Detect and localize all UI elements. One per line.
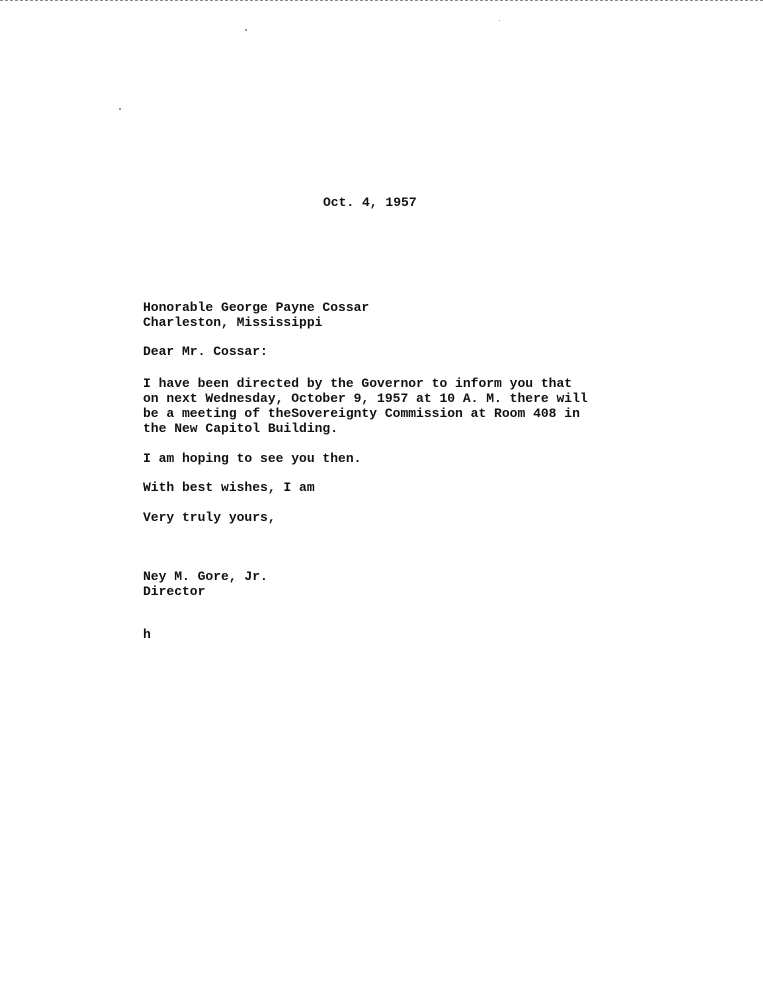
body-line: I have been directed by the Governor to inform you that xyxy=(143,376,573,391)
recipient-name: Honorable George Payne Cossar xyxy=(143,300,370,315)
salutation: Dear Mr. Cossar: xyxy=(143,344,268,359)
paper-speck xyxy=(245,29,247,31)
paper-speck xyxy=(119,108,121,110)
paragraph-wishes: With best wishes, I am xyxy=(143,480,315,495)
signature-title: Director xyxy=(143,584,206,599)
paper-speck xyxy=(499,20,500,21)
recipient-location: Charleston, Mississippi xyxy=(143,315,323,330)
paragraph-hope: I am hoping to see you then. xyxy=(143,451,362,466)
page-top-border xyxy=(0,0,763,1)
body-line: the New Capitol Building. xyxy=(143,421,339,436)
letter-date: Oct. 4, 1957 xyxy=(323,195,417,210)
body-line: on next Wednesday, October 9, 1957 at 10 A. M. there will xyxy=(143,391,588,406)
signature-name: Ney M. Gore, Jr. xyxy=(143,569,268,584)
body-line: be a meeting of theSovereignty Commission at Room 408 in xyxy=(143,406,580,421)
complimentary-close: Very truly yours, xyxy=(143,510,276,525)
typist-initials: h xyxy=(143,627,151,642)
